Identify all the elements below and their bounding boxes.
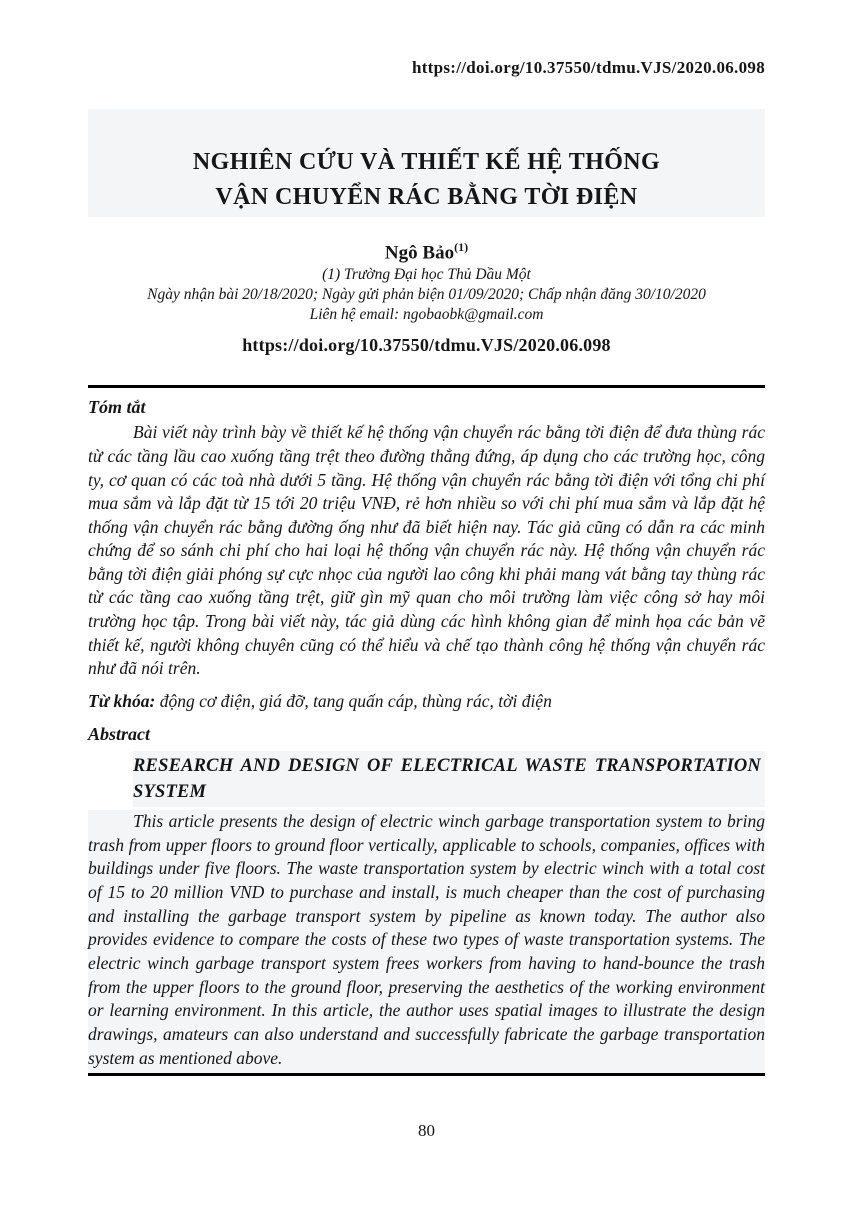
- top-divider-rule: [88, 385, 765, 388]
- author-name: Ngô Bảo: [384, 242, 455, 264]
- article-title-line-1: NGHIÊN CỨU VÀ THIẾT KẾ HỆ THỐNG: [192, 149, 661, 175]
- keywords-text: động cơ điện, giá đỡ, tang quấn cáp, thùng rác, tời điện: [159, 690, 552, 711]
- abstract-en-body: This article presents the design of electric winch garbage transportation system to bring trash from upper floors to ground floor vertically, applicable to schools, companies, offices with buildings under five floors. The waste transportation system by electric winch with a total cost of 15 to 20 million VND to purchase and install, is much cheaper than the cost of purchasing and installing the garbage transport system by pipeline as known today. The author also provides evidence to compare the costs of these two types of waste transportation systems. The electric winch garbage transport system frees workers from having to hand-bounce the trash from the upper floors to the ground floor, preserving the aesthetics of the working environment or learning environment. In this article, the author uses spatial images to illustrate the design drawings, amateurs can also understand and successfully fabricate the garbage transportation system as mentioned above.: [88, 810, 765, 1073]
- author-affiliation: (1) Trường Đại học Thủ Dầu Một: [322, 266, 531, 284]
- article-doi: https://doi.org/10.37550/tdmu.VJS/2020.06.098: [242, 335, 611, 356]
- author-affiliation-marker: (1): [454, 240, 469, 254]
- page-number: 80: [418, 1120, 435, 1140]
- keywords-line: [88, 689, 765, 713]
- article-title-block: [88, 109, 765, 217]
- abstract-en-heading: Abstract: [88, 723, 151, 744]
- abstract-en-title: RESEARCH AND DESIGN OF ELECTRICAL WASTE TRANSPORTATION SYSTEM: [133, 751, 765, 807]
- submission-dates: Ngày nhận bài 20/18/2020; Ngày gửi phản biện 01/09/2020; Chấp nhận đăng 30/10/2020: [147, 286, 706, 304]
- page-content: [88, 0, 765, 1142]
- article-title-line-2: VẬN CHUYỂN RÁC BẰNG TỜI ĐIỆN: [215, 184, 638, 210]
- abstract-vi-heading: Tóm tắt: [88, 397, 146, 418]
- bottom-divider-rule: [88, 1073, 765, 1076]
- abstract-vi-body: Bài viết này trình bày về thiết kế hệ thống vận chuyển rác bằng tời điện để đưa thùng rác từ các tầng lầu cao xuống tầng trệt theo đường thẳng đứng, áp dụng cho các trường học, công ty, cơ quan có các toà nhà dưới 5 tầng. Hệ thống vận chuyển rác bằng tời điện với tổng chi phí mua sắm và lắp đặt từ 15 tới 20 triệu VNĐ, rẻ hơn nhiều so với chi phí mua sắm và lắp đặt hệ thống vận chuyển rác bằng đường ống như đã biết hiện nay. Tác giả cũng có dẫn ra các minh chứng để so sánh chi phí cho hai loại hệ thống vận chuyển rác này. Hệ thống vận chuyển rác bằng tời điện giải phóng sự cực nhọc của người lao công khi phải mang vát bằng tay thùng rác từ các tầng cao xuống tầng trệt, giữ gìn mỹ quan cho môi trường làm việc công sở hay môi trường học tập. Trong bài viết này, tác giả dùng các hình không gian để minh họa các bản vẽ thiết kế, người không chuyên cũng có thể hiểu và chế tạo thành công hệ thống vận chuyển rác như đã nói trên.: [88, 422, 765, 679]
- keywords-label: Từ khóa:: [88, 690, 156, 711]
- header-doi: https://doi.org/10.37550/tdmu.VJS/2020.06.098: [411, 58, 765, 77]
- contact-email: Liên hệ email: ngobaobk@gmail.com: [309, 306, 544, 324]
- author-line: [88, 235, 765, 265]
